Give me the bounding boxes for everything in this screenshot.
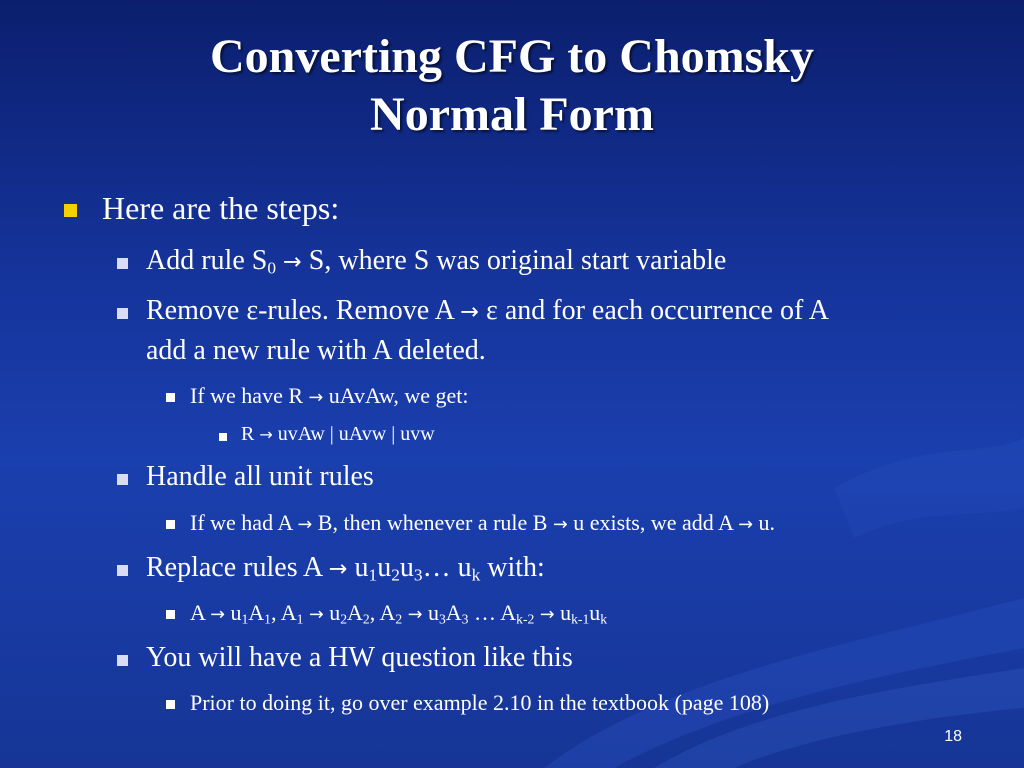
bullet-step2-line1: Remove ε-rules. Remove A → ε and for each occurrence of A <box>146 295 829 326</box>
bullet-intro: Here are the steps: <box>102 190 340 226</box>
bullet-marker-level3 <box>166 393 175 402</box>
bullet-marker-level2 <box>117 655 128 666</box>
arrow-icon: → <box>539 605 555 625</box>
bullet-step3-sub: If we had A → B, then whenever a rule B → u exists, we add A → u. <box>190 510 775 535</box>
bullet-step5: You will have a HW question like this <box>146 642 573 673</box>
arrow-icon: → <box>297 515 313 535</box>
arrow-icon: → <box>552 515 568 535</box>
bullet-marker-level2 <box>117 258 128 269</box>
bullet-marker-level3 <box>166 610 175 619</box>
arrow-icon: → <box>308 605 324 625</box>
bullet-marker-level2 <box>117 474 128 485</box>
arrow-icon: → <box>259 425 273 444</box>
bullet-step1: Add rule $S_0 \to S$, where S was original start variable <box>146 245 727 278</box>
bullet-marker-level2 <box>117 565 128 576</box>
title-line-1: Converting CFG to Chomsky <box>209 30 814 83</box>
bullet-step3: Handle all unit rules <box>146 461 374 492</box>
bullet-marker-level4 <box>219 433 227 441</box>
arrow-icon: → <box>407 605 423 625</box>
bullet-step4-sub: $A \to u_1A_1$, $A_1 \to u_2A_2$, $A_2 \to u_3A_3$ … $A_{k-2} \to u_{k-1}u_k$ <box>190 600 608 627</box>
bullet-step5-sub: Prior to doing it, go over example 2.10 in the textbook (page 108) <box>190 690 770 715</box>
bullet-marker-level2 <box>117 308 128 319</box>
slide-number: 18 <box>944 728 962 745</box>
bullet-step2-line2: add a new rule with A deleted. <box>146 335 486 366</box>
bullet-step2-subsub: R → uvAw | uAvw | uvw <box>241 423 435 445</box>
bullet-step4: Replace rules $A \to u_1u_2u_3\dots$ $u_k$ with: <box>146 552 545 585</box>
bullet-marker-level3 <box>166 700 175 709</box>
bullet-step2-sub: If we have R → uAvAw, we get: <box>190 383 469 408</box>
bullet-marker-level1 <box>64 204 77 217</box>
title-line-2: Normal Form <box>370 88 654 141</box>
arrow-icon: → <box>210 605 225 625</box>
arrow-icon: → <box>283 249 302 275</box>
bullet-marker-level3 <box>166 520 175 529</box>
arrow-icon: → <box>308 388 324 408</box>
arrow-icon: → <box>460 299 480 325</box>
arrow-icon: → <box>328 556 348 582</box>
arrow-icon: → <box>738 515 753 535</box>
